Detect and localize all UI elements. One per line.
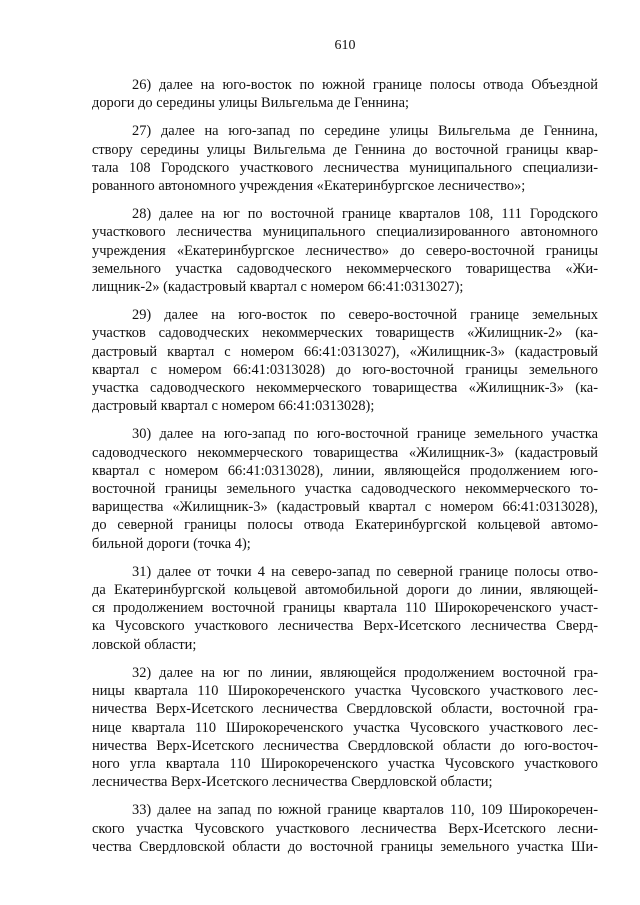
paragraph-line: тала 108 Городского участкового лесничества муниципального специализи-: [92, 159, 598, 176]
paragraph-line: 27) далее на юго-запад по середине улицы Вильгельма де Геннина,: [132, 123, 598, 140]
paragraph-line: створу середины улицы Вильгельма де Геннина до восточной границы квар-: [92, 141, 598, 158]
paragraph-line: чества Свердловской области до восточной границы земельного участка Ши-: [92, 838, 598, 855]
paragraph-line: восточной границы земельного участка садоводческого некоммерческого то-: [92, 481, 598, 498]
paragraph-line: дастровый квартал с номером 66:41:0313027), «Жилищник-3» (кадастровый: [92, 343, 598, 360]
paragraph-line: нице квартала 110 Широкореченского участка Чусовского участкового лес-: [92, 719, 598, 736]
paragraph-line: участкового лесничества муниципального специализированного автономного: [92, 224, 598, 241]
paragraph-line: ся продолжением восточной границы квартала 110 Широкореченского участ-: [92, 600, 598, 617]
paragraph-line: 30) далее на юго-запад по юго-восточной границе земельного участка: [132, 426, 598, 443]
paragraph-line: варищества «Жилищник-3» (кадастровый квартал с номером 66:41:0313028),: [92, 499, 598, 516]
paragraph-line: 29) далее на юго-восток по северо-восточной границе земельных: [132, 307, 598, 324]
paragraph-line: 28) далее на юг по восточной границе кварталов 108, 111 Городского: [132, 206, 598, 223]
paragraph-line: дастровый квартал с номером 66:41:0313028);: [92, 398, 375, 415]
paragraph-line: квартал с номером 66:41:0313028) до юго-восточной границы земельного: [92, 361, 598, 378]
paragraph: [92, 801, 598, 856]
paragraph: [92, 664, 598, 791]
paragraph-line: ловской области;: [92, 636, 197, 653]
paragraph: [92, 425, 598, 552]
paragraph-line: ка Чусовского участкового лесничества Верх-Исетского лесничества Сверд-: [92, 618, 598, 635]
paragraph-line: да Екатеринбургской кольцевой автомобильной дороги до линии, являющей-: [92, 582, 598, 599]
paragraph-line: лищник-2» (кадастровый квартал с номером 66:41:0313027);: [92, 279, 464, 296]
paragraph-line: ницы квартала 110 Широкореченского участка Чусовского участкового лес-: [92, 683, 598, 700]
paragraph-line: до северной границы полосы отвода Екатеринбургской кольцевой автомо-: [92, 517, 598, 534]
paragraph-line: участка садоводческого некоммерческого товарищества «Жилищник-3» (ка-: [92, 380, 598, 397]
paragraph-line: ничества Верх-Исетского лесничества Свердловской области до юго-восточ-: [92, 737, 598, 754]
paragraph-line: ского участка Чусовского участкового лесничества Верх-Исетского лесни-: [92, 820, 598, 837]
paragraph: [92, 76, 598, 112]
paragraph-line: садоводческого некоммерческого товарищества «Жилищник-3» (кадастровый: [92, 444, 598, 461]
paragraph-line: лесничества Верх-Исетского лесничества Свердловской области;: [92, 774, 493, 791]
document-body: [92, 76, 598, 856]
paragraph-line: дороги до середины улицы Вильгельма де Геннина;: [92, 95, 409, 112]
paragraph: [92, 306, 598, 415]
paragraph-line: участков садоводческих некоммерческих товариществ «Жилищник-2» (ка-: [92, 325, 598, 342]
paragraph-line: учреждения «Екатеринбургское лесничество» до северо-восточной границы: [92, 242, 598, 259]
paragraph-line: 26) далее на юго-восток по южной границе полосы отвода Объездной: [132, 77, 598, 93]
paragraph-line: 31) далее от точки 4 на северо-запад по северной границе полосы отво-: [132, 563, 598, 580]
paragraph-line: ничества Верх-Исетского лесничества Свердловской области, восточной гра-: [92, 701, 598, 718]
paragraph: [92, 122, 598, 195]
paragraph: [92, 205, 598, 296]
paragraph-line: рованного автономного учреждения «Екатеринбургское лесничество»;: [92, 178, 526, 195]
paragraph-line: бильной дороги (точка 4);: [92, 535, 251, 552]
paragraph-line: 32) далее на юг по линии, являющейся продолжением восточной гра-: [132, 664, 598, 681]
paragraph-line: ного угла квартала 110 Широкореченского участка Чусовского участкового: [92, 755, 598, 772]
paragraph-line: 33) далее на запад по южной границе кварталов 110, 109 Широкоречен-: [132, 802, 598, 819]
page-number: 610: [334, 38, 356, 53]
paragraph-line: квартал с номером 66:41:0313028), линии, являющейся продолжением юго-: [92, 462, 598, 479]
paragraph-line: земельного участка садоводческого некоммерческого товарищества «Жи-: [92, 260, 598, 277]
paragraph: [92, 563, 598, 654]
